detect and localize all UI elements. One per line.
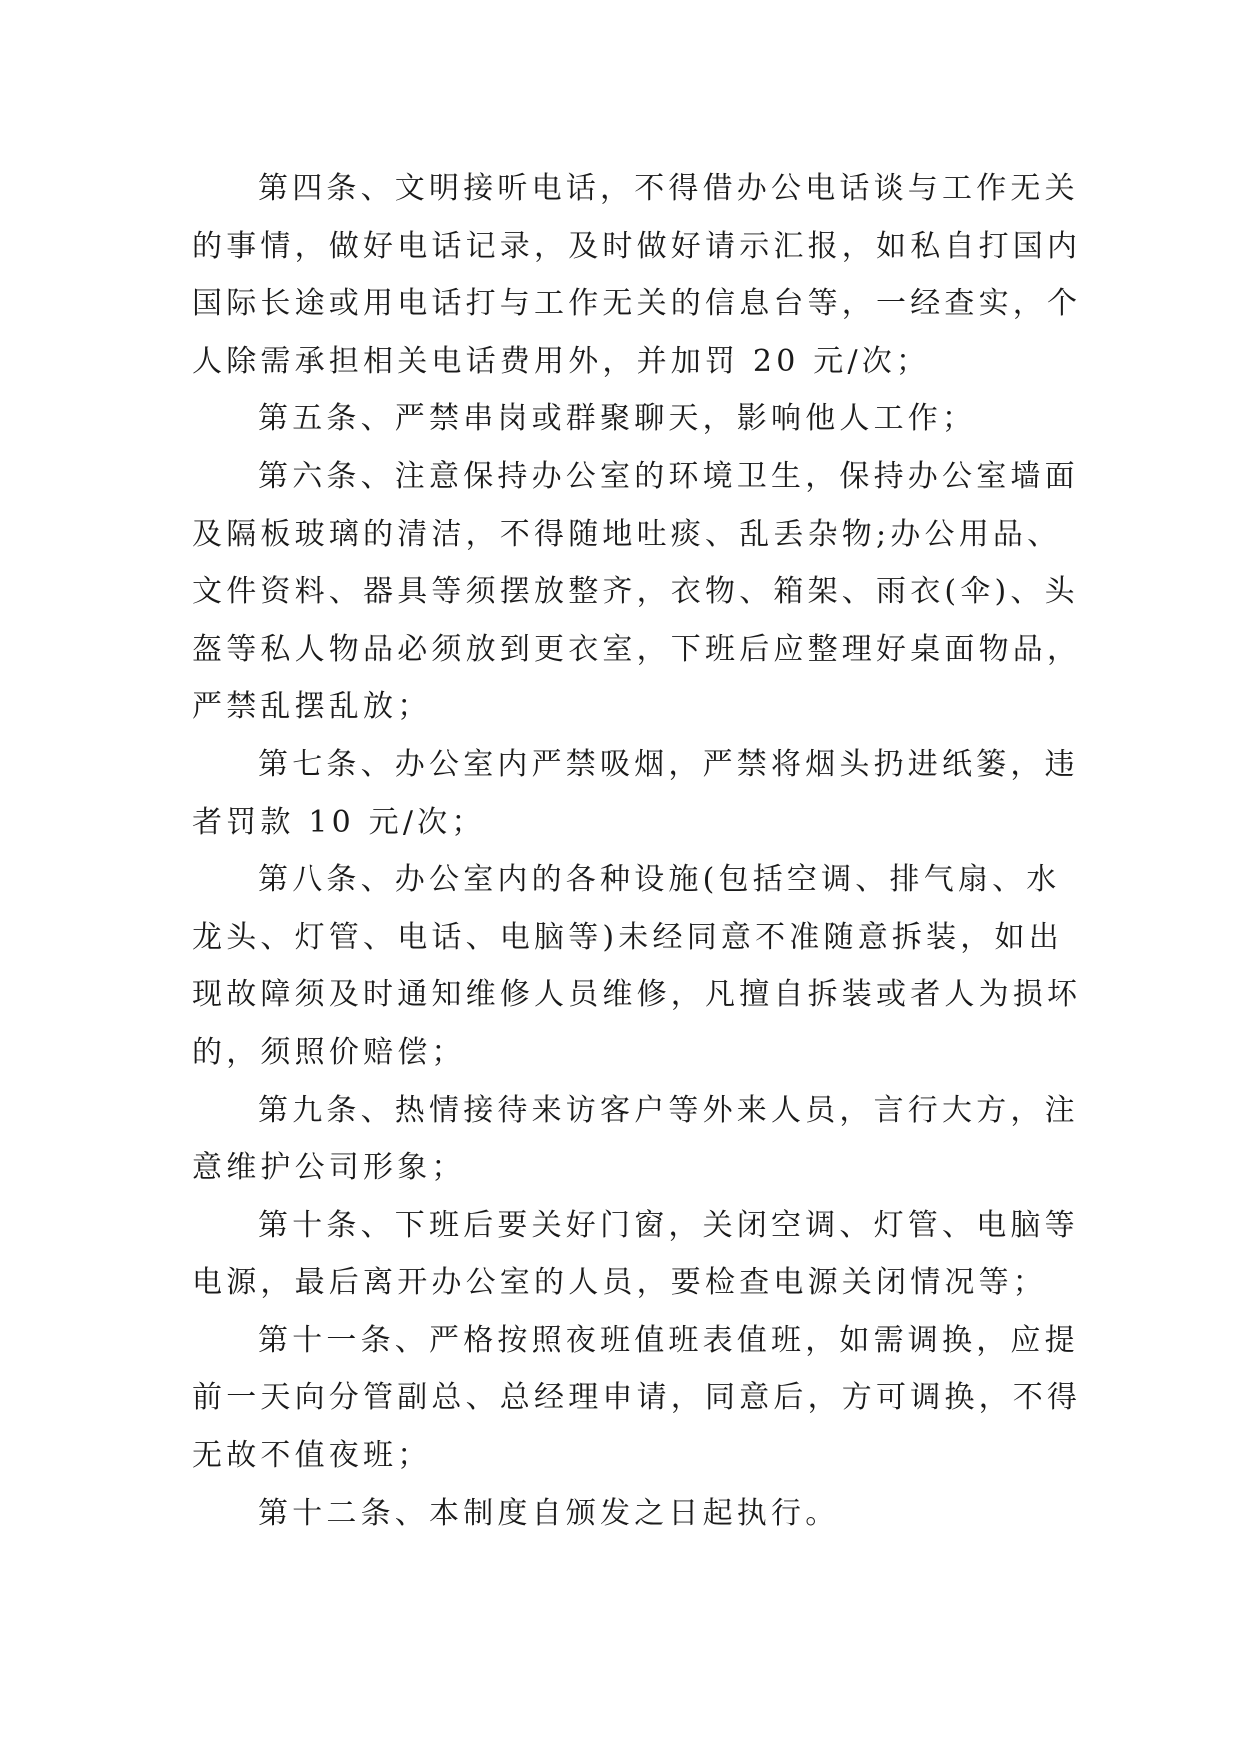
text-line: 第七条、办公室内严禁吸烟，严禁将烟头扔进纸篓，违 bbox=[258, 746, 1079, 782]
text-line: 人除需承担相关电话费用外，并加罚 20 元/次； bbox=[192, 343, 931, 379]
text-line: 盔等私人物品必须放到更衣室，下班后应整理好桌面物品， bbox=[192, 631, 1082, 667]
text-line: 前一天向分管副总、总经理申请，同意后，方可调换，不得 bbox=[192, 1380, 1082, 1416]
text-line: 及隔板玻璃的清洁，不得随地吐痰、乱丢杂物;办公用品、 bbox=[192, 516, 1062, 552]
text-line: 的事情，做好电话记录，及时做好请示汇报，如私自打国内 bbox=[192, 228, 1082, 264]
text-line: 第五条、严禁串岗或群聚聊天，影响他人工作； bbox=[258, 401, 977, 437]
text-line: 无故不值夜班； bbox=[192, 1438, 432, 1474]
text-line: 第九条、热情接待来访客户等外来人员，言行大方，注 bbox=[258, 1092, 1079, 1128]
text-line: 严禁乱摆乱放； bbox=[192, 689, 432, 725]
text-line: 第十二条、本制度自颁发之日起执行。 bbox=[258, 1495, 840, 1531]
document-page bbox=[192, 160, 1082, 1542]
text-line: 的，须照价赔偿； bbox=[192, 1034, 466, 1070]
text-line: 第八条、办公室内的各种设施(包括空调、排气扇、水 bbox=[258, 862, 1061, 898]
text-line: 第十一条、严格按照夜班值班表值班，如需调换，应提 bbox=[258, 1322, 1079, 1358]
text-line: 现故障须及时通知维修人员维修，凡擅自拆装或者人为损坏 bbox=[192, 977, 1082, 1013]
text-line: 国际长途或用电话打与工作无关的信息台等，一经查实，个 bbox=[192, 286, 1082, 322]
text-line: 意维护公司形象； bbox=[192, 1150, 466, 1186]
text-line: 者罚款 10 元/次； bbox=[192, 804, 486, 840]
text-line: 第十条、下班后要关好门窗，关闭空调、灯管、电脑等 bbox=[258, 1207, 1079, 1243]
text-line: 电源，最后离开办公室的人员，要检查电源关闭情况等； bbox=[192, 1265, 1047, 1301]
text-line: 文件资料、器具等须摆放整齐，衣物、箱架、雨衣(伞)、头 bbox=[192, 574, 1079, 610]
text-line: 第六条、注意保持办公室的环境卫生，保持办公室墙面 bbox=[258, 458, 1079, 494]
text-line: 龙头、灯管、电话、电脑等)未经同意不准随意拆装，如出 bbox=[192, 919, 1063, 955]
text-line: 第四条、文明接听电话，不得借办公电话谈与工作无关 bbox=[258, 171, 1079, 206]
